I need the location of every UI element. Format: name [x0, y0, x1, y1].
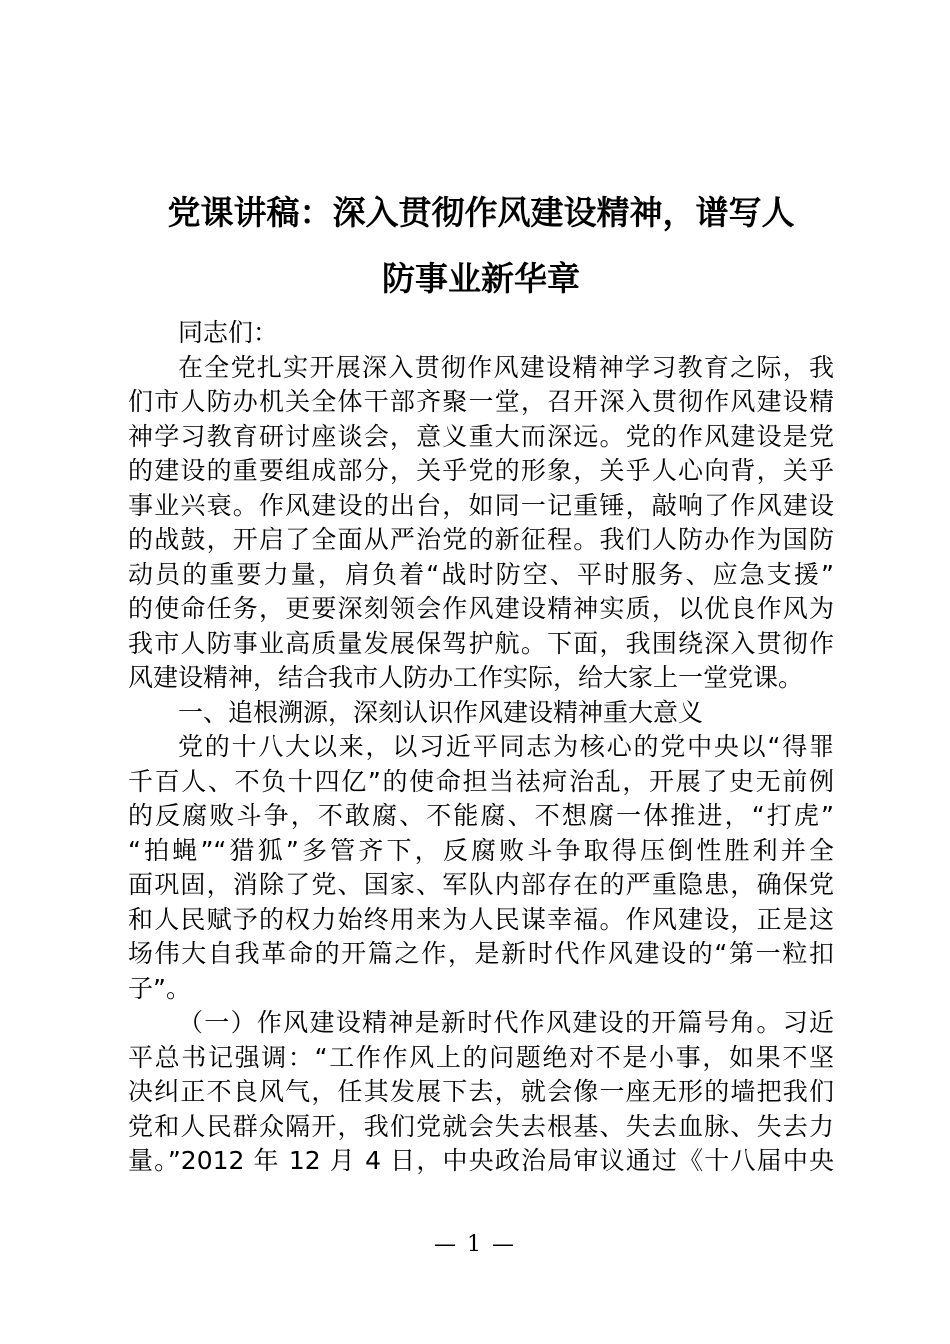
paragraph-1-line: 我市人防事业高质量发展保驾护航。下面，我围绕深入贯彻作	[128, 628, 834, 658]
document-body	[128, 316, 834, 1179]
paragraph-1-line: 们市人防办机关全体干部齐聚一堂，召开深入贯彻作风建设精	[128, 387, 834, 416]
paragraph-1-line: 风建设精神，结合我市人防办工作实际，给大家上一堂党课。	[128, 663, 804, 692]
page-number: — 1 —	[434, 1232, 516, 1257]
paragraph-1-line: 在全党扎实开展深入贯彻作风建设精神学习教育之际，我	[178, 352, 834, 382]
paragraph-2-line: “拍蝇”“猎狐”多管齐下，反腐败斗争取得压倒性胜利并全	[128, 835, 834, 865]
paragraph-2-line: 千百人、不负十四亿”的使命担当祛疴治乱，开展了史无前例	[128, 766, 834, 796]
paragraph-3-line: 决纠正不良风气，任其发展下去，就会像一座无形的墙把我们	[128, 1077, 834, 1106]
title-line-2: 防事业新华章	[382, 259, 580, 298]
section-1-heading: 一、追根溯源，深刻认识作风建设精神重大意义	[178, 697, 704, 727]
title-line-1: 党课讲稿：深入贯彻作风建设精神，谱写人	[167, 193, 795, 232]
paragraph-1-line: 事业兴衰。作风建设的出台，如同一记重锤，敲响了作风建设	[128, 490, 834, 520]
paragraph-3-line: 党和人民群众隔开，我们党就会失去根基、失去血脉、失去力	[128, 1111, 834, 1141]
paragraph-1-line: 的建设的重要组成部分，关乎党的形象，关乎人心向背，关乎	[128, 456, 834, 485]
paragraph-3-line: 平总书记强调：“工作作风上的问题绝对不是小事，如果不坚	[128, 1042, 834, 1072]
paragraph-3-line: 量。”2012 年 12 月 4 日，中央政治局审议通过《十八届中央	[128, 1146, 834, 1175]
paragraph-2-line: 和人民赋予的权力始终用来为人民谋幸福。作风建设，正是这	[128, 904, 834, 934]
paragraph-1-line: 神学习教育研讨座谈会，意义重大而深远。党的作风建设是党	[128, 421, 834, 451]
paragraph-2-line: 党的十八大以来，以习近平同志为核心的党中央以“得罪	[178, 732, 834, 761]
paragraph-2-line: 面巩固，消除了党、国家、军队内部存在的严重隐患，确保党	[128, 870, 834, 899]
paragraph-1-line: 动员的重要力量，肩负着“战时防空、平时服务、应急支援”	[128, 559, 834, 589]
paragraph-2-line: 的反腐败斗争，不敢腐、不能腐、不想腐一体推进，“打虎”	[128, 801, 834, 830]
paragraph-1-line: 的使命任务，更要深刻领会作风建设精神实质，以优良作风为	[128, 594, 834, 623]
paragraph-3-line: （一）作风建设精神是新时代作风建设的开篇号角。习近	[178, 1008, 834, 1037]
paragraph-1-line: 的战鼓，开启了全面从严治党的新征程。我们人防办作为国防	[128, 525, 834, 554]
salutation: 同志们：	[178, 318, 279, 347]
paragraph-2-line: 子”。	[128, 973, 191, 1003]
paragraph-2-line: 场伟大自我革命的开篇之作，是新时代作风建设的“第一粒扣	[128, 939, 834, 968]
